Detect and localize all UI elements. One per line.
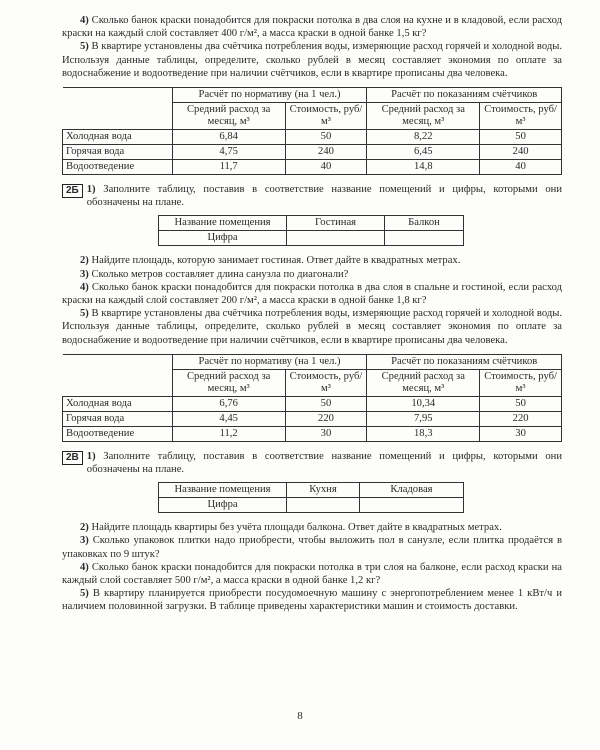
- table-row: [63, 145, 562, 160]
- top-task-5: 5) В квартире установлены два счётчика потребления воды, измеряющие расход горячей и холодной воды. Используя данные таблицы, определите, сколько рублей в месяц составляет экономия по оплате за водоснабжение и водоотведение при наличии счётчиков, если в квартире прописаны два человека.: [62, 41, 562, 79]
- water-table-2: [62, 354, 562, 442]
- cell: 40: [285, 160, 367, 175]
- room-name: Кухня: [287, 483, 360, 498]
- header-norm: Расчёт по нормативу (на 1 чел.): [172, 88, 367, 103]
- cell: 6,76: [172, 396, 285, 411]
- header-meter: Расчёт по показаниям счётчиков: [367, 354, 562, 369]
- task-3: 3) Сколько упаковок плитки надо приобрести, чтобы выложить пол в санузле, если плитка продаётся в упаковках по 9 штук?: [62, 535, 562, 560]
- cell: 8,22: [367, 130, 480, 145]
- task-2: 2) Найдите площадь, которую занимает гостиная. Ответ дайте в квадратных метрах.: [80, 255, 461, 267]
- rooms-header: Название помещения: [159, 483, 287, 498]
- water-table-1: [62, 87, 562, 175]
- row-label: Горячая вода: [63, 411, 173, 426]
- header-avg: Средний расход за месяц, м³: [172, 369, 285, 396]
- row-label: Холодная вода: [63, 396, 173, 411]
- room-name: Гостиная: [287, 216, 385, 231]
- task-4: 4) Сколько банок краски понадобится для покраски потолка в три слоя на балконе, если расход краски на каждый слой составляет 500 г/м², а масса краски в одной банке 1,2 кг?: [62, 561, 562, 587]
- header-cost: Стоимость, руб/м³: [285, 103, 367, 130]
- task-3: 3) Сколько метров составляет длина санузла по диагонали?: [80, 268, 349, 280]
- digit-cell[interactable]: [287, 498, 360, 513]
- room-name: Балкон: [384, 216, 463, 231]
- cell: 50: [285, 130, 367, 145]
- table-corner: [63, 88, 173, 130]
- section-2b: [62, 183, 562, 209]
- header-cost: Стоимость, руб/м³: [480, 369, 562, 396]
- header-avg: Средний расход за месяц, м³: [172, 103, 285, 130]
- cell: 240: [285, 145, 367, 160]
- row-label: Водоотведение: [63, 426, 173, 441]
- cell: 220: [480, 411, 562, 426]
- task-4: 4) Сколько банок краски понадобится для покраски потолка в два слоя в спальне и гостиной, если расход краски на каждый слой составляет 200 г/м², а масса краски в одной банке 1,8 кг?: [62, 281, 562, 307]
- section-tag: 2В: [62, 451, 83, 465]
- table-row: [63, 130, 562, 145]
- digit-cell[interactable]: [384, 231, 463, 246]
- cell: 50: [285, 396, 367, 411]
- task-5: 5) В квартире установлены два счётчика потребления воды, измеряющие расход горячей и холодной воды. Используя данные таблицы, определите, сколько рублей в месяц составляет экономия по оплате за водоснабжение и водоотведение при наличии счётчиков, если в квартире прописаны два человека.: [62, 308, 562, 346]
- page-content: [62, 14, 562, 614]
- rooms-header: Название помещения: [159, 216, 287, 231]
- header-norm: Расчёт по нормативу (на 1 чел.): [172, 354, 367, 369]
- row-label: Горячая вода: [63, 145, 173, 160]
- digit-label: Цифра: [159, 231, 287, 246]
- table-corner: [63, 354, 173, 396]
- header-cost: Стоимость, руб/м³: [480, 103, 562, 130]
- section-2v: [62, 450, 562, 476]
- cell: 11,2: [172, 426, 285, 441]
- page-number: 8: [297, 710, 303, 722]
- table-row: [63, 160, 562, 175]
- cell: 7,95: [367, 411, 480, 426]
- cell: 50: [480, 396, 562, 411]
- task-2: 2) Найдите площадь квартиры без учёта площади балкона. Ответ дайте в квадратных метрах.: [80, 522, 502, 534]
- cell: 18,3: [367, 426, 480, 441]
- task-1: 1) Заполните таблицу, поставив в соответствие название помещений и цифры, которыми они обозначены на плане.: [86, 450, 562, 476]
- cell: 30: [480, 426, 562, 441]
- section-tag: 2Б: [62, 184, 83, 198]
- header-avg: Средний расход за месяц, м³: [367, 369, 480, 396]
- cell: 220: [285, 411, 367, 426]
- table-row: [63, 426, 562, 441]
- header-meter: Расчёт по показаниям счётчиков: [367, 88, 562, 103]
- cell: 4,45: [172, 411, 285, 426]
- header-cost: Стоимость, руб/м³: [285, 369, 367, 396]
- cell: 11,7: [172, 160, 285, 175]
- digit-cell[interactable]: [359, 498, 463, 513]
- cell: 4,75: [172, 145, 285, 160]
- task-1: 1) Заполните таблицу, поставив в соответствие название помещений и цифры, которыми они обозначены на плане.: [86, 184, 562, 209]
- cell: 240: [480, 145, 562, 160]
- cell: 50: [480, 130, 562, 145]
- table-row: [63, 411, 562, 426]
- row-label: Холодная вода: [63, 130, 173, 145]
- cell: 14,8: [367, 160, 480, 175]
- digit-label: Цифра: [159, 498, 287, 513]
- top-task-4: 4) Сколько банок краски понадобится для покраски потолка в два слоя на кухне и в кладовой, если расход краски на каждый слой составляет 400 г/м², а масса краски в одной банке 1,5 кг?: [62, 15, 562, 40]
- task-5: 5) В квартиру планируется приобрести посудомоечную машину с энергопотреблением менее 1 кВт/ч и наличием половинной загрузки. В таблице приведены характеристики машин и стоимость доставки.: [62, 588, 562, 613]
- table-row: [63, 396, 562, 411]
- cell: 30: [285, 426, 367, 441]
- rooms-table-2b: [158, 215, 464, 246]
- room-name: Кладовая: [359, 483, 463, 498]
- cell: 10,34: [367, 396, 480, 411]
- rooms-table-2v: [158, 482, 464, 513]
- row-label: Водоотведение: [63, 160, 173, 175]
- cell: 6,84: [172, 130, 285, 145]
- header-avg: Средний расход за месяц, м³: [367, 103, 480, 130]
- cell: 40: [480, 160, 562, 175]
- digit-cell[interactable]: [287, 231, 385, 246]
- cell: 6,45: [367, 145, 480, 160]
